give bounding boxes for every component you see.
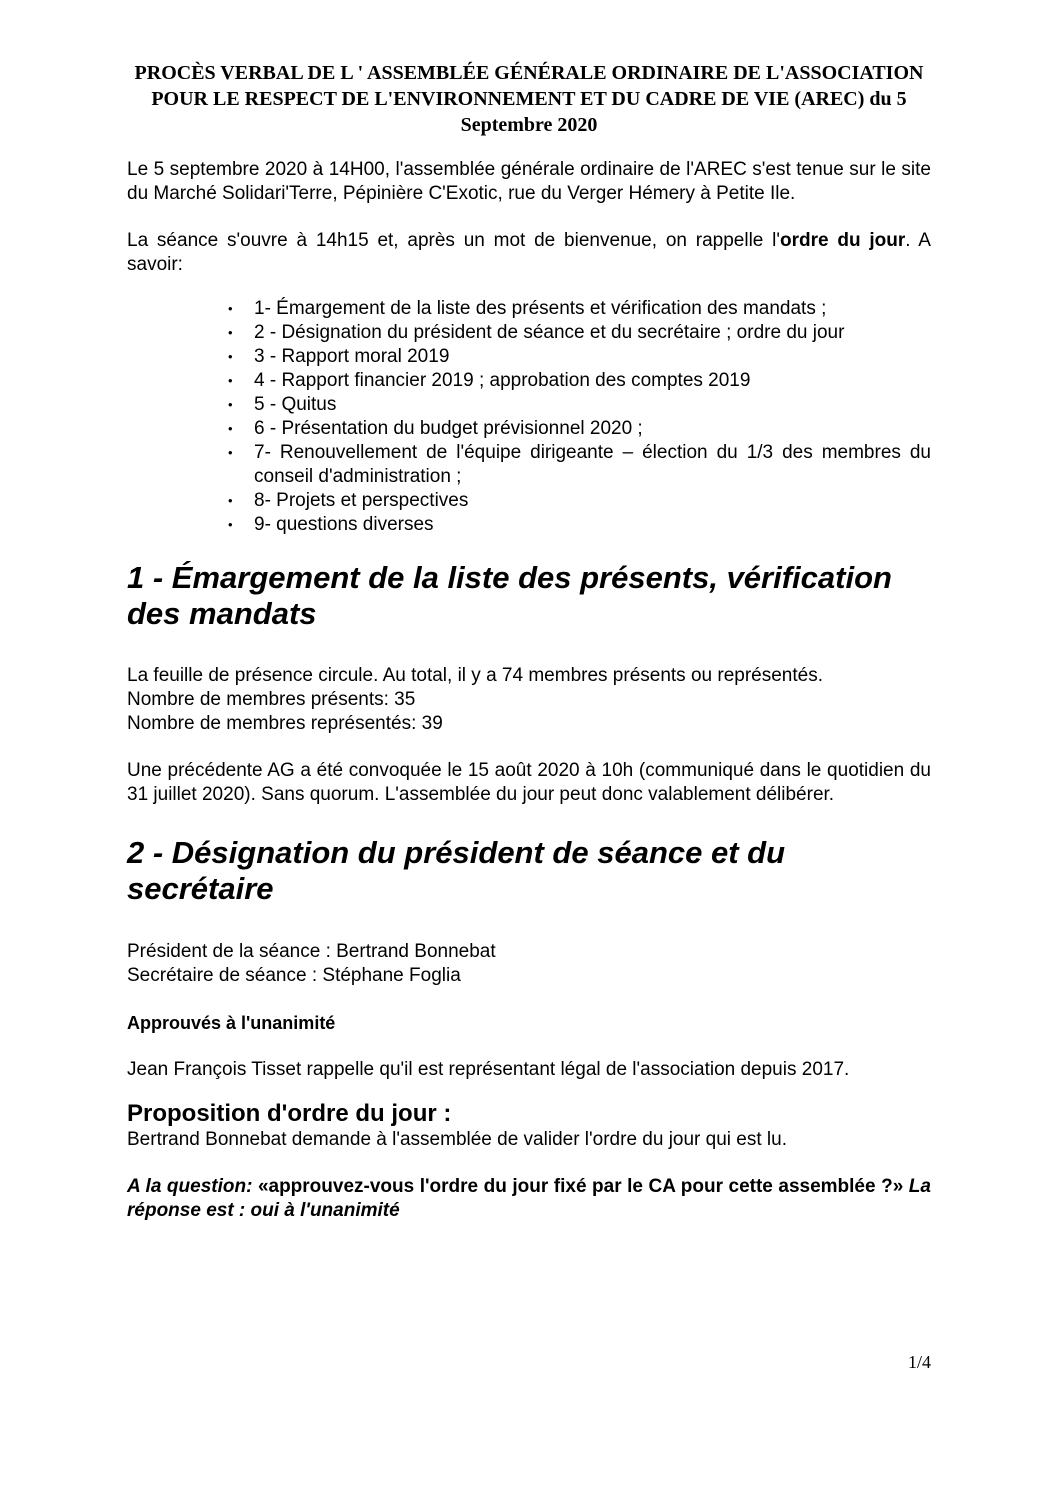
opening-bold-text: ordre du jour — [780, 230, 906, 251]
session-secretary: Secrétaire de séance : Stéphane Foglia — [127, 965, 461, 986]
vote-question — [127, 1175, 931, 1223]
session-president: Président de la séance : Bertrand Bonnebat — [127, 941, 496, 962]
intro-paragraph: Le 5 septembre 2020 à 14H00, l'assemblée générale ordinaire de l'AREC s'est tenue sur le site du Marché Solidari'Terre, Pépinière C'Exotic, rue du Verger Hémery à Petite Ile. — [127, 159, 931, 204]
bullet-icon: • — [228, 421, 233, 436]
members-present: Nombre de membres présents: 35 — [127, 689, 416, 710]
agenda-item-text: 7- Renouvellement de l'équipe dirigeante – élection du 1/3 des membres du conseil d'administration ; — [254, 442, 931, 487]
agenda-item-text: 9- questions diverses — [254, 514, 434, 535]
opening-text-before: La séance s'ouvre à 14h15 et, après un mot de bienvenue, on rappelle l' — [127, 230, 781, 251]
bullet-icon: • — [228, 517, 233, 532]
answer-text: La réponse est : oui à l'unanimité — [127, 1176, 931, 1221]
bullet-icon: • — [228, 445, 233, 460]
bullet-icon: • — [228, 325, 233, 340]
agenda-item — [127, 489, 931, 513]
agenda-item — [127, 417, 931, 441]
attendance-total: La feuille de présence circule. Au total, il y a 74 membres présents ou représentés. — [127, 665, 823, 686]
agenda-item — [127, 297, 931, 321]
agenda-item-text: 3 - Rapport moral 2019 — [254, 346, 450, 367]
agenda-item-text: 6 - Présentation du budget prévisionnel 2020 ; — [254, 418, 643, 439]
agenda-item — [127, 321, 931, 345]
approved-unanimously: Approuvés à l'unanimité — [127, 1013, 336, 1033]
legal-representative-paragraph: Jean François Tisset rappelle qu'il est représentant légal de l'association depuis 2017. — [127, 1059, 850, 1080]
agenda-item — [127, 345, 931, 369]
opening-text-after: . A savoir: — [127, 230, 931, 275]
previous-ag-paragraph: Une précédente AG a été convoquée le 15 août 2020 à 10h (communiqué dans le quotidien du 31 juillet 2020). Sans quorum. L'assemblée du jour peut donc valablement délibérer. — [127, 760, 931, 805]
agenda-item-text: 5 - Quitus — [254, 394, 337, 415]
bullet-icon: • — [228, 397, 233, 412]
agenda-item-text: 4 - Rapport financier 2019 ; approbation des comptes 2019 — [254, 370, 751, 391]
agenda-item — [127, 393, 931, 417]
bullet-icon: • — [228, 493, 233, 508]
agenda-item-text: 8- Projets et perspectives — [254, 490, 469, 511]
agenda-item-text: 2 - Désignation du président de séance et du secrétaire ; ordre du jour — [254, 322, 845, 343]
bullet-icon: • — [228, 349, 233, 364]
agenda-item — [127, 369, 931, 393]
bullet-icon: • — [228, 301, 233, 316]
page-number: 1/4 — [907, 1352, 931, 1372]
section-2-heading: 2 - Désignation du président de séance et du secrétaire — [127, 835, 786, 906]
agenda-item — [127, 441, 931, 489]
opening-paragraph — [127, 229, 931, 277]
document-title: PROCÈS VERBAL DE L ' ASSEMBLÉE GÉNÉRALE ORDINAIRE DE L'ASSOCIATION POUR LE RESPECT DE L'ENVIRONNEMENT ET DU CADRE DE VIE (AREC) du 5 Septembre 2020 — [134, 62, 924, 136]
agenda-list — [127, 297, 931, 537]
agenda-proposal-heading: Proposition d'ordre du jour : — [127, 1100, 452, 1127]
section-1-heading: 1 - Émargement de la liste des présents, vérification des mandats — [127, 560, 892, 631]
agenda-item — [127, 513, 931, 537]
question-label: A la question: — [127, 1176, 258, 1197]
document-page — [127, 60, 931, 1223]
agenda-item-text: 1- Émargement de la liste des présents et vérification des mandats ; — [254, 298, 827, 319]
members-represented: Nombre de membres représentés: 39 — [127, 713, 443, 734]
bullet-icon: • — [228, 373, 233, 388]
agenda-proposal-text: Bertrand Bonnebat demande à l'assemblée de valider l'ordre du jour qui est lu. — [127, 1129, 787, 1150]
question-text: «approuvez-vous l'ordre du jour fixé par le CA pour cette assemblée ?» — [257, 1176, 904, 1197]
